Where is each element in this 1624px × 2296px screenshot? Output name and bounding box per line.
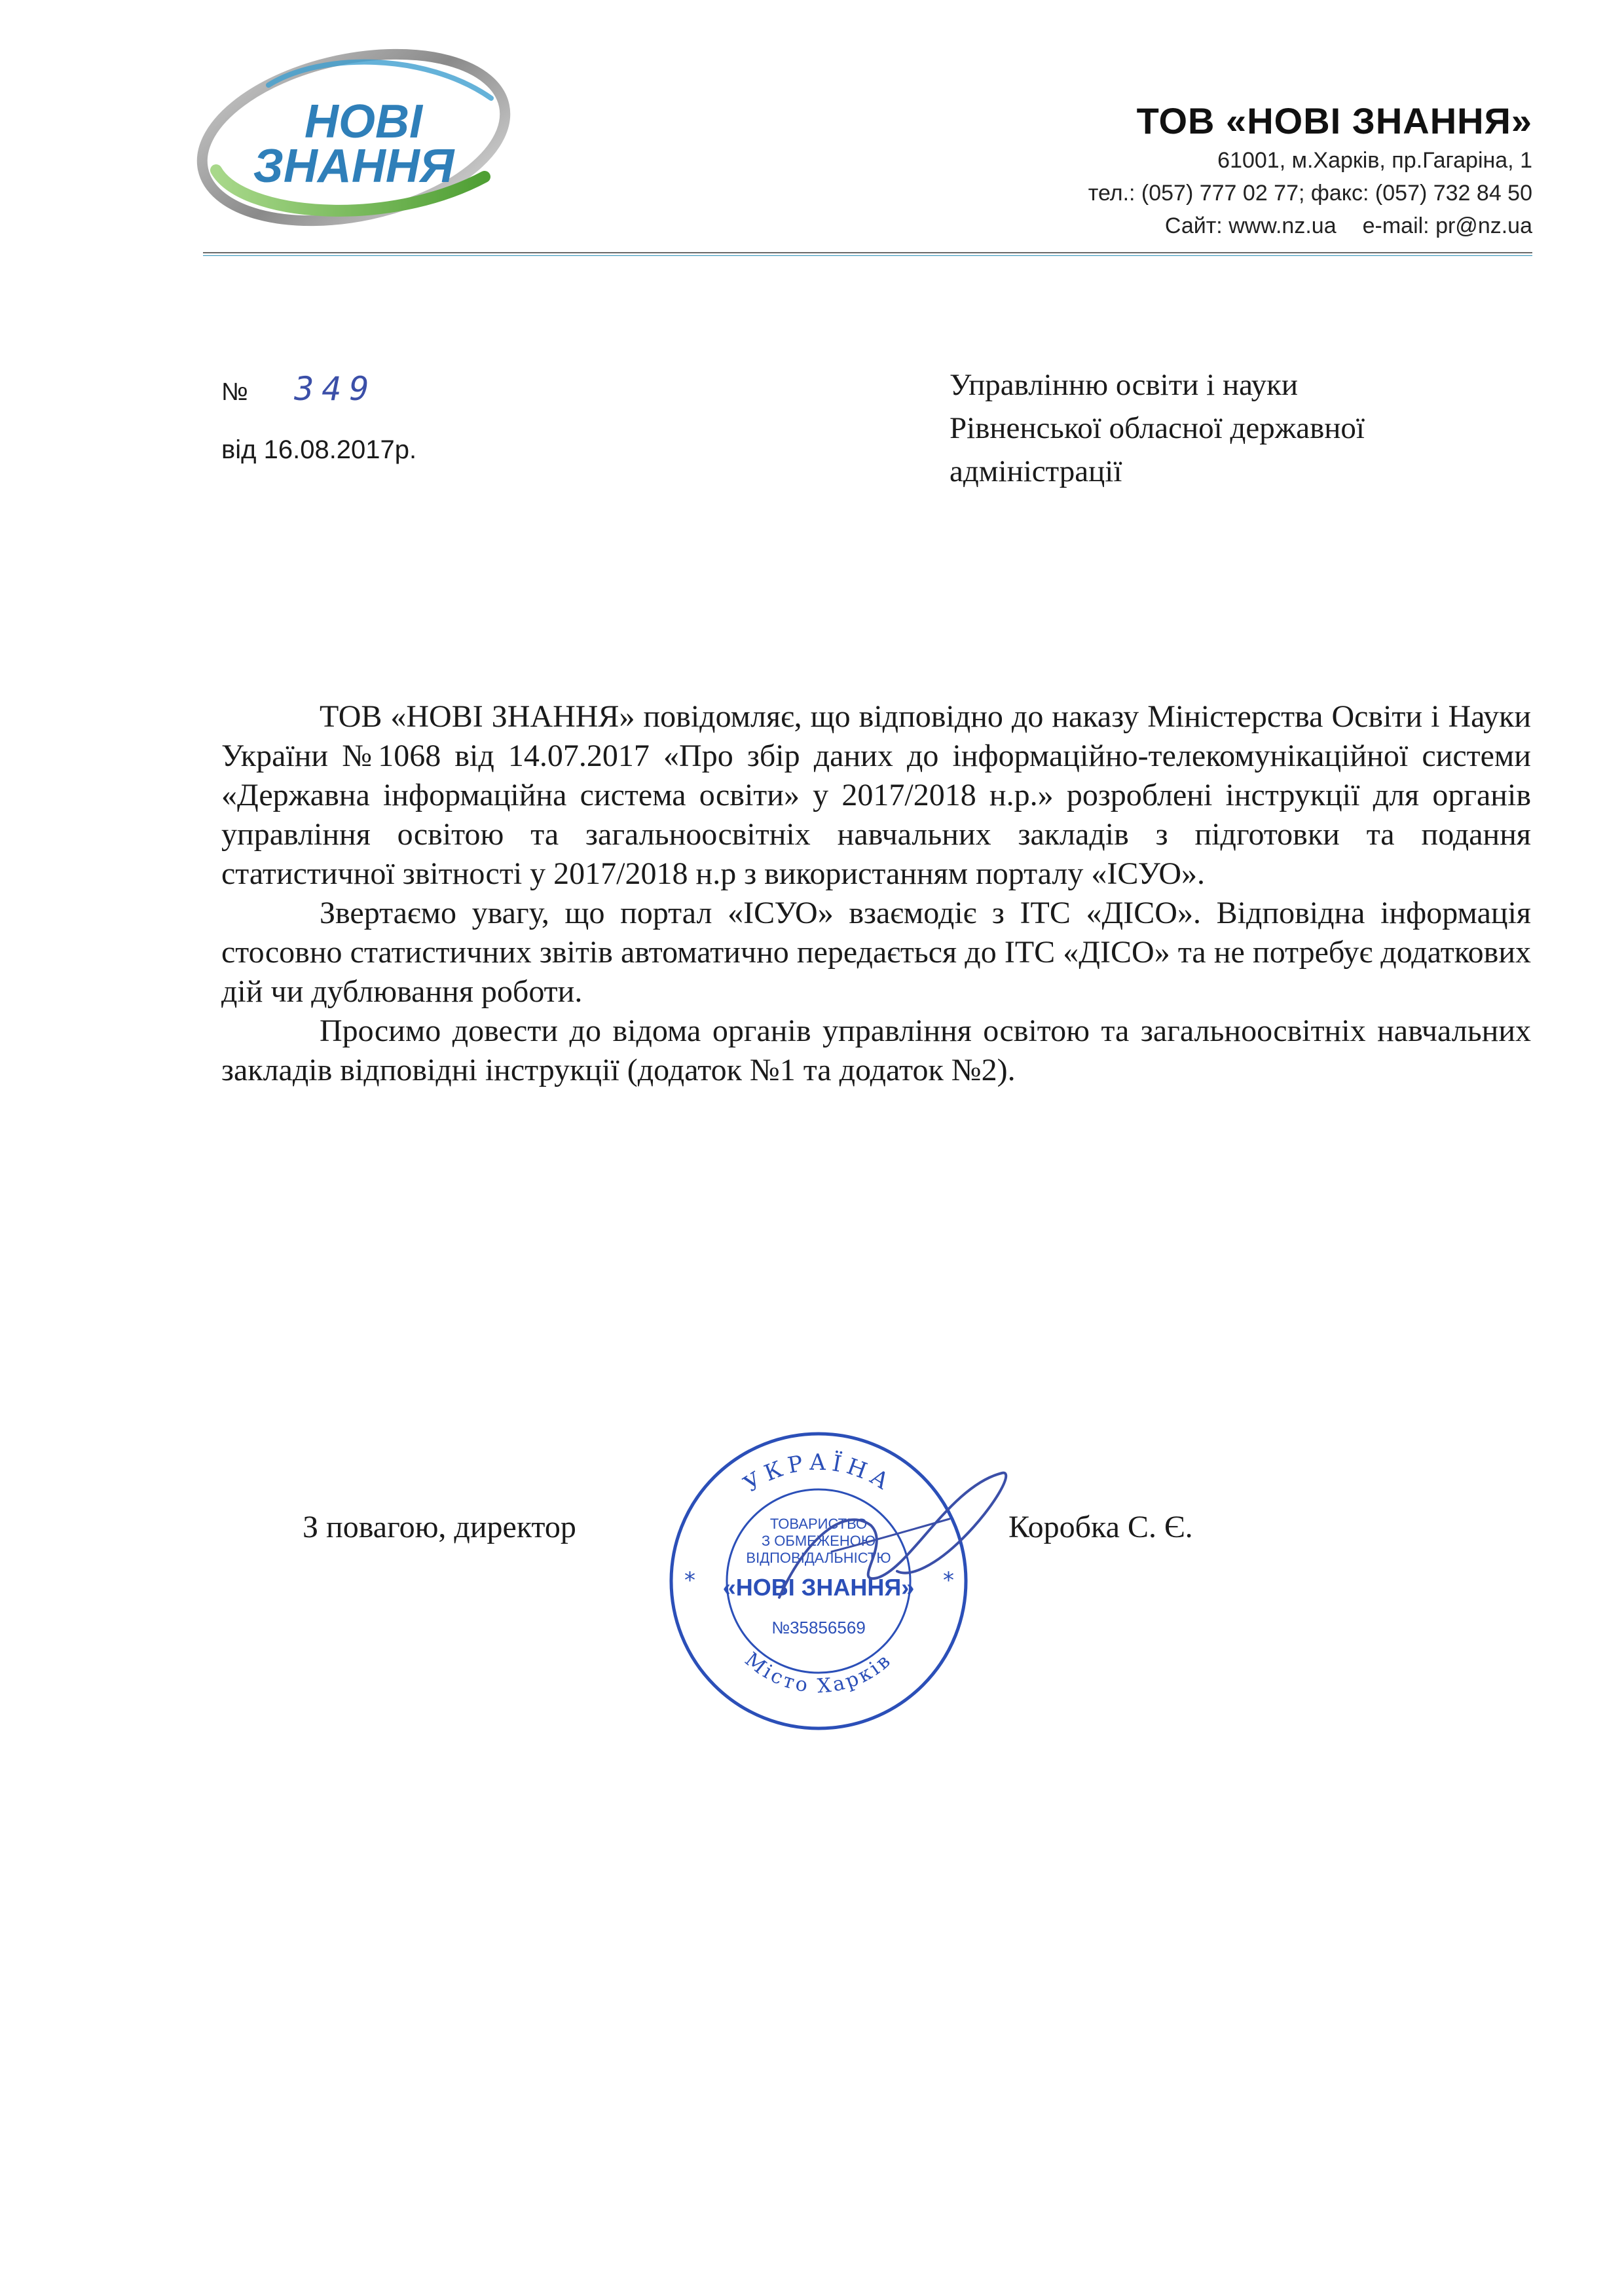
- company-phone-fax: [1088, 177, 1532, 210]
- letter-date: від 16.08.2017р.: [221, 435, 417, 464]
- outgoing-number: [221, 370, 377, 408]
- company-name: ТОВ «НОВІ ЗНАННЯ»: [1136, 100, 1532, 141]
- seal-inner-line: ВІДПОВІДАЛЬНІСТЮ: [746, 1550, 891, 1566]
- company-address: 61001, м.Харків, пр.Гагаріна, 1: [1217, 148, 1532, 173]
- seal-bottom-text: Місто Харків: [740, 1648, 897, 1698]
- signature-title: З повагою, директор: [303, 1510, 576, 1544]
- company-email: e-mail: pr@nz.ua: [1362, 213, 1532, 238]
- signatory-name: Коробка С. Є.: [1008, 1510, 1193, 1544]
- seal-center-text: «НОВІ ЗНАННЯ»: [722, 1574, 915, 1601]
- handwritten-signature: [753, 1447, 1028, 1643]
- seal-inner-line: ТОВАРИСТВО: [769, 1516, 868, 1532]
- company-site: Сайт: www.nz.ua: [1164, 213, 1337, 238]
- body-paragraph: Звертаємо увагу, що портал «ІСУО» взаємодіє з ІТС «ДІСО». Відповідна інформація стосовно статистичних звітів автоматично передається до ІТС «ДІСО» та не потребує додаткових дій чи дублювання роботи.: [221, 896, 1531, 1009]
- body-paragraph: ТОВ «НОВІ ЗНАННЯ» повідомляє, що відповідно до наказу Міністерства Освіти і Науки України №1068 від 14.07.2017 «Про збір даних до інформаційно-телекомунікаційної системи «Державна інформаційна система освіти» у 2017/2018 н.р.» розроблені інструкції для органів управління освітою та загальноосвітніх навчальних закладів з підготовки та подання статистичної звітності у 2017/2018 н.р з використанням порталу «ІСУО».: [221, 699, 1531, 891]
- body-paragraph: Просимо довести до відома органів управління освітою та загальноосвітніх навчальних закладів відповідні інструкції (додаток №1 та додаток №2).: [221, 1013, 1531, 1087]
- svg-text:*: *: [684, 1567, 695, 1594]
- letter-body: [221, 697, 1531, 1090]
- seal-inner-line: З ОБМЕЖЕНОЮ: [761, 1533, 876, 1549]
- number-label: №: [221, 378, 248, 406]
- logo-word-2: ЗНАННЯ: [253, 140, 454, 192]
- logo-word-1: НОВІ: [304, 96, 422, 148]
- company-web: [1088, 210, 1532, 242]
- seal-top-text: УКРАЇНА: [739, 1449, 898, 1498]
- company-fax: факс: (057) 732 84 50: [1310, 181, 1532, 206]
- company-phone: тел.: (057) 777 02 77;: [1088, 181, 1305, 206]
- handwritten-number: 349: [294, 370, 377, 408]
- addressee-line: адміністрації: [950, 454, 1122, 488]
- addressee-line: Управлінню освіти і науки: [950, 368, 1299, 402]
- seal-code: №35856569: [771, 1618, 866, 1637]
- addressee-block: [950, 363, 1539, 493]
- header-divider: [203, 252, 1532, 253]
- svg-text:*: *: [943, 1567, 954, 1594]
- company-contact-block: [1088, 98, 1532, 242]
- company-logo: [190, 39, 530, 236]
- addressee-line: Рівненської обласної державної: [950, 411, 1365, 445]
